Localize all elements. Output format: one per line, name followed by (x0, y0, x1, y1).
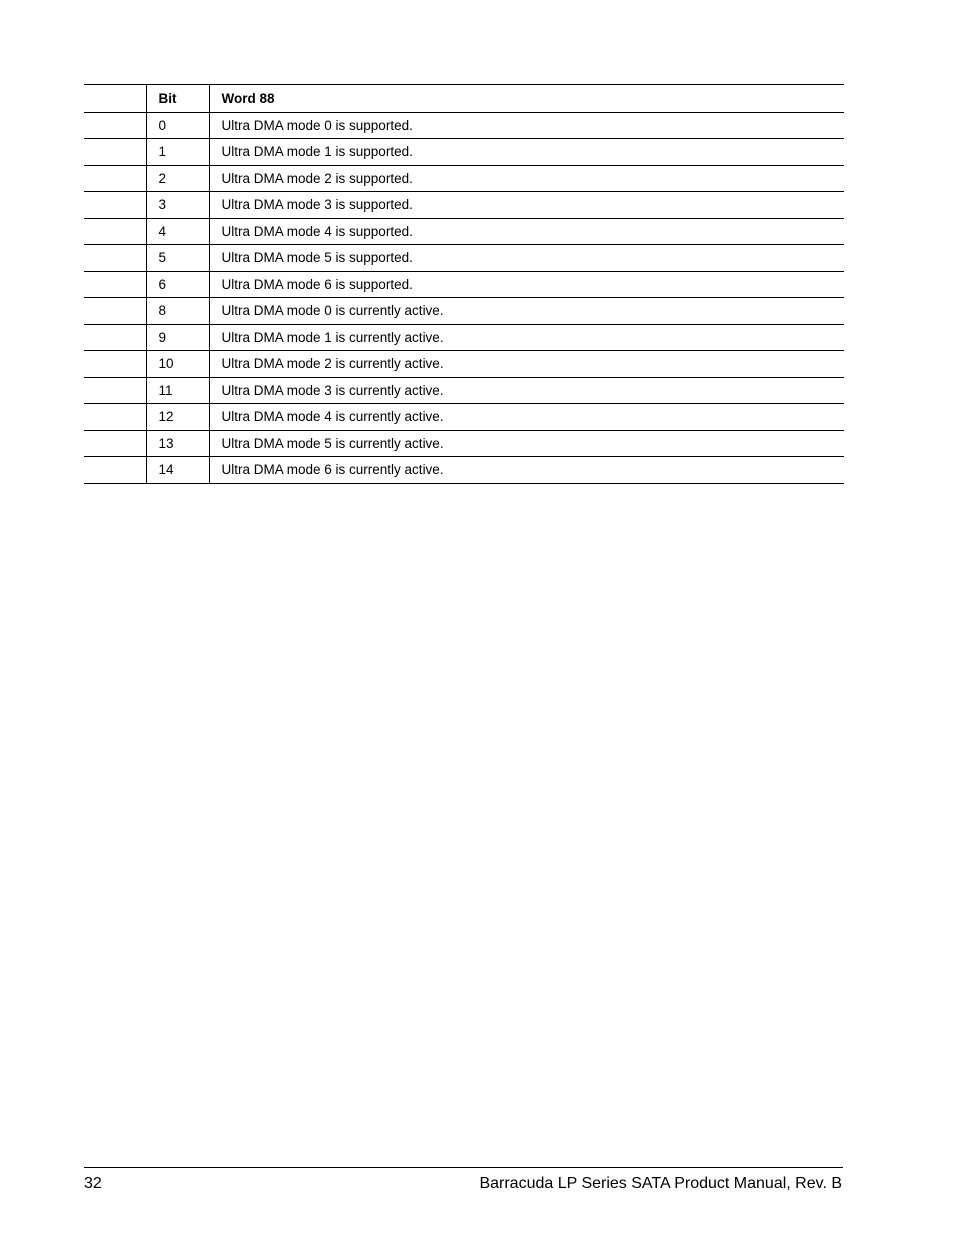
description-cell: Ultra DMA mode 5 is currently active. (209, 430, 844, 457)
bit-cell: 14 (146, 457, 209, 484)
page-number: 32 (84, 1175, 102, 1192)
row-blank-cell (84, 351, 146, 378)
row-blank-cell (84, 245, 146, 272)
bit-cell: 2 (146, 165, 209, 192)
footer-divider (84, 1167, 843, 1168)
row-blank-cell (84, 324, 146, 351)
description-cell: Ultra DMA mode 2 is currently active. (209, 351, 844, 378)
bit-cell: 3 (146, 192, 209, 219)
header-blank-cell (84, 85, 146, 113)
table-row (84, 377, 844, 404)
description-cell: Ultra DMA mode 0 is currently active. (209, 298, 844, 325)
row-blank-cell (84, 457, 146, 484)
table-body (84, 112, 844, 483)
table-row (84, 218, 844, 245)
bit-cell: 11 (146, 377, 209, 404)
row-blank-cell (84, 271, 146, 298)
description-cell: Ultra DMA mode 6 is currently active. (209, 457, 844, 484)
description-cell: Ultra DMA mode 1 is currently active. (209, 324, 844, 351)
word-88-bit-table (84, 84, 844, 484)
row-blank-cell (84, 218, 146, 245)
row-blank-cell (84, 404, 146, 431)
bit-cell: 1 (146, 139, 209, 166)
description-cell: Ultra DMA mode 2 is supported. (209, 165, 844, 192)
table-row (84, 324, 844, 351)
description-cell: Ultra DMA mode 6 is supported. (209, 271, 844, 298)
row-blank-cell (84, 430, 146, 457)
document-title: Barracuda LP Series SATA Product Manual, Rev. B (479, 1175, 842, 1192)
row-blank-cell (84, 377, 146, 404)
description-cell: Ultra DMA mode 3 is currently active. (209, 377, 844, 404)
description-cell: Ultra DMA mode 5 is supported. (209, 245, 844, 272)
table-row (84, 404, 844, 431)
table-row (84, 430, 844, 457)
table-row (84, 298, 844, 325)
bit-cell: 6 (146, 271, 209, 298)
table-row (84, 192, 844, 219)
table-header (84, 85, 844, 113)
bit-cell: 0 (146, 112, 209, 139)
bit-cell: 13 (146, 430, 209, 457)
table-row (84, 165, 844, 192)
bit-cell: 8 (146, 298, 209, 325)
row-blank-cell (84, 165, 146, 192)
row-blank-cell (84, 298, 146, 325)
table-row (84, 271, 844, 298)
header-bit: Bit (146, 85, 209, 113)
bit-cell: 4 (146, 218, 209, 245)
table-row (84, 351, 844, 378)
bit-cell: 9 (146, 324, 209, 351)
table-header-row (84, 85, 844, 113)
row-blank-cell (84, 192, 146, 219)
bit-cell: 10 (146, 351, 209, 378)
bit-cell: 12 (146, 404, 209, 431)
description-cell: Ultra DMA mode 4 is currently active. (209, 404, 844, 431)
table-row (84, 457, 844, 484)
table-row (84, 139, 844, 166)
header-word-88: Word 88 (209, 85, 844, 113)
description-cell: Ultra DMA mode 4 is supported. (209, 218, 844, 245)
description-cell: Ultra DMA mode 0 is supported. (209, 112, 844, 139)
description-cell: Ultra DMA mode 3 is supported. (209, 192, 844, 219)
bit-cell: 5 (146, 245, 209, 272)
row-blank-cell (84, 139, 146, 166)
table-row (84, 112, 844, 139)
row-blank-cell (84, 112, 146, 139)
description-cell: Ultra DMA mode 1 is supported. (209, 139, 844, 166)
table-row (84, 245, 844, 272)
